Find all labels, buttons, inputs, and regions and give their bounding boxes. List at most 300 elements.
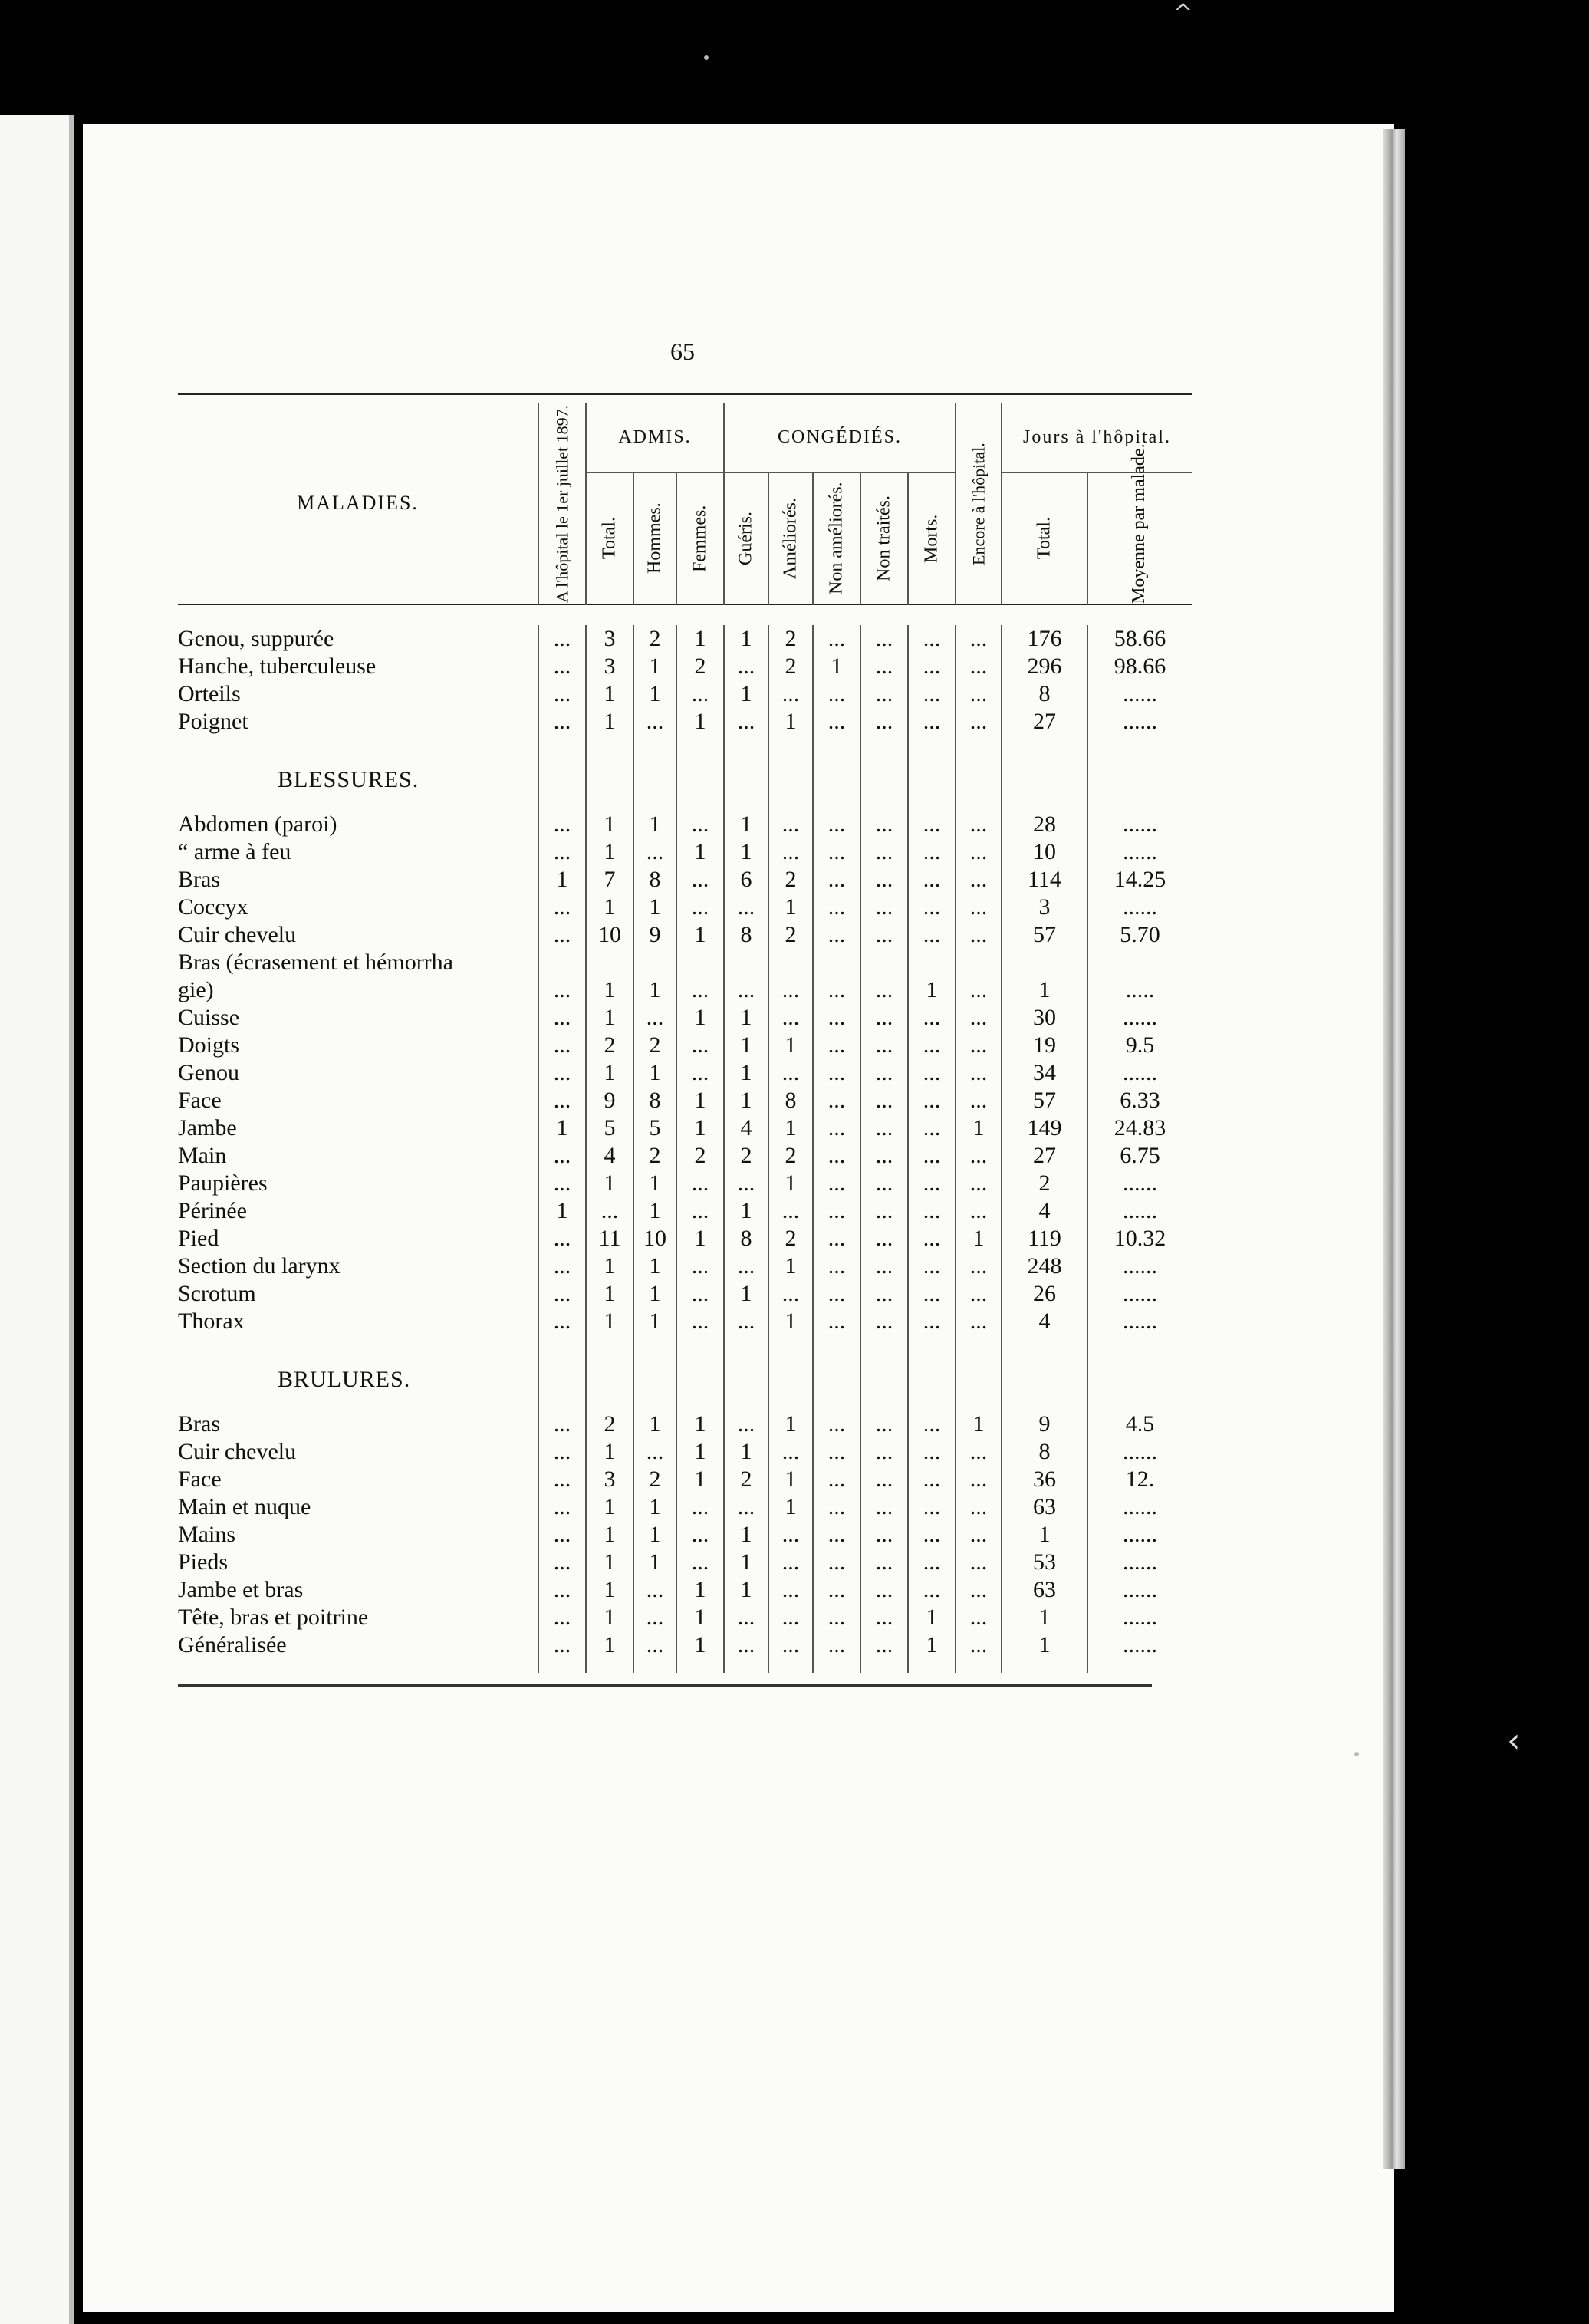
- table-row: [178, 1493, 1192, 1521]
- table-cell: 1: [586, 1549, 633, 1576]
- table-cell: ...: [908, 625, 956, 653]
- table-cell: ......: [1087, 1549, 1192, 1576]
- section-heading-row: [178, 749, 1192, 811]
- table-cell: ...: [676, 1197, 724, 1225]
- table-cell: ...: [956, 838, 1002, 866]
- table-cell: 5: [586, 1114, 633, 1142]
- table-cell: ...: [724, 653, 768, 680]
- table-cell: 27: [1002, 1142, 1087, 1170]
- table-cell: ......: [1087, 894, 1192, 921]
- table-cell: 34: [1002, 1059, 1087, 1087]
- row-label-text: Poignet: [178, 709, 248, 734]
- table-row: [178, 1087, 1192, 1114]
- table-cell: 57: [1002, 921, 1087, 949]
- table-cell: ...: [860, 1142, 908, 1170]
- table-cell: 2: [724, 1142, 768, 1170]
- table-cell: ...: [908, 1253, 956, 1280]
- table-cell: [908, 949, 956, 976]
- table-cell: 1: [1002, 976, 1087, 1004]
- table-cell: ...: [956, 1521, 1002, 1549]
- section-column-rule: [1087, 1349, 1192, 1411]
- row-label-text: Genou, suppurée: [178, 626, 334, 651]
- table-cell: ...: [860, 894, 908, 921]
- row-label: [178, 1604, 538, 1631]
- table-cell: [768, 949, 813, 976]
- table-cell: ...: [676, 1170, 724, 1197]
- previous-page-edge: [0, 115, 74, 2324]
- table-cell: ...: [676, 1521, 724, 1549]
- table-cell: 28: [1002, 811, 1087, 838]
- table-cell: ...: [538, 838, 586, 866]
- table-row: [178, 1549, 1192, 1576]
- table-cell: 9: [1002, 1411, 1087, 1438]
- table-cell: ......: [1087, 1631, 1192, 1659]
- table-cell: 63: [1002, 1493, 1087, 1521]
- table-row: [178, 1631, 1192, 1659]
- table-cell: ...: [860, 1087, 908, 1114]
- table-cell: 98.66: [1087, 653, 1192, 680]
- table-cell: ...: [908, 1225, 956, 1253]
- row-label-text: Face: [178, 1088, 222, 1113]
- header-moyenne: Moyenne par malade.: [1087, 472, 1192, 604]
- header-admis: ADMIS.: [586, 403, 724, 472]
- table-cell: ...: [538, 1493, 586, 1521]
- page-fold: [69, 115, 74, 2324]
- table-cell: ...: [956, 1170, 1002, 1197]
- table-cell: 57: [1002, 1087, 1087, 1114]
- table-cell: .....: [1087, 976, 1192, 1004]
- table-cell: 8: [633, 1087, 676, 1114]
- row-label-text: Généralisée: [178, 1632, 287, 1657]
- table-cell: 4: [724, 1114, 768, 1142]
- table-cell: 1: [538, 1114, 586, 1142]
- table-row: [178, 1576, 1192, 1604]
- section-column-rule: [908, 1349, 956, 1411]
- header-ameliores: Améliorés.: [768, 472, 813, 604]
- table-cell: ...: [813, 1253, 860, 1280]
- table-cell: ...: [538, 921, 586, 949]
- table-cell: ...: [538, 1032, 586, 1059]
- table-row: [178, 1604, 1192, 1631]
- row-label-text: Mains: [178, 1522, 235, 1547]
- row-label: [178, 1142, 538, 1170]
- table-row: [178, 976, 1192, 1004]
- table-cell: ...: [813, 976, 860, 1004]
- table-cell: 2: [633, 1142, 676, 1170]
- row-label: [178, 976, 538, 1004]
- table-cell: ...: [538, 976, 586, 1004]
- table-cell: ...: [956, 1549, 1002, 1576]
- table-cell: ...: [956, 1032, 1002, 1059]
- table-cell: ...: [813, 680, 860, 708]
- row-label: [178, 653, 538, 680]
- row-label: [178, 1087, 538, 1114]
- table-cell: ...: [908, 1059, 956, 1087]
- section-column-rule: [676, 1349, 724, 1411]
- table-cell: 1: [676, 838, 724, 866]
- table-cell: ...: [768, 1604, 813, 1631]
- table-cell: ...: [860, 680, 908, 708]
- table-cell: 2: [768, 625, 813, 653]
- table-cell: [538, 949, 586, 976]
- table-cell: ...: [956, 680, 1002, 708]
- table-cell: 1: [676, 1438, 724, 1466]
- section-column-rule: [724, 1349, 768, 1411]
- table-cell: 1: [724, 680, 768, 708]
- row-label: [178, 1576, 538, 1604]
- table-cell: 1: [586, 1631, 633, 1659]
- table-cell: ...: [538, 708, 586, 736]
- section-column-rule: [724, 749, 768, 811]
- table-cell: ...: [860, 1438, 908, 1466]
- table-cell: 1: [586, 976, 633, 1004]
- table-cell: ......: [1087, 811, 1192, 838]
- table-cell: ...: [633, 1631, 676, 1659]
- table-cell: ...: [813, 1466, 860, 1493]
- table-cell: ...: [586, 1197, 633, 1225]
- table-cell: 1: [586, 1576, 633, 1604]
- bottom-rule: [178, 1684, 1152, 1687]
- table-cell: ...: [768, 1631, 813, 1659]
- table-cell: ...: [538, 1604, 586, 1631]
- row-label-text: Cuisse: [178, 1005, 240, 1030]
- table-cell: ...: [956, 866, 1002, 894]
- top-rule: [178, 394, 1192, 403]
- row-label-text: Cuir chevelu: [178, 1439, 297, 1464]
- table-cell: 248: [1002, 1253, 1087, 1280]
- table-cell: ...: [813, 1411, 860, 1438]
- row-label: [178, 949, 538, 976]
- row-label: [178, 838, 538, 866]
- table-cell: 2: [676, 653, 724, 680]
- table-cell: 1: [633, 1059, 676, 1087]
- table-cell: ...: [768, 1549, 813, 1576]
- table-cell: 1: [724, 838, 768, 866]
- table-cell: ...: [676, 866, 724, 894]
- table-cell: ...: [676, 811, 724, 838]
- table-row: [178, 949, 1192, 976]
- header-jours: Jours à l'hôpital.: [1002, 403, 1192, 472]
- table-cell: 8: [633, 866, 676, 894]
- table-cell: 1: [724, 1059, 768, 1087]
- table-cell: 2: [724, 1466, 768, 1493]
- table-cell: ...: [908, 1142, 956, 1170]
- table-cell: 1: [724, 625, 768, 653]
- table-cell: ...: [860, 1308, 908, 1335]
- table-cell: ...: [956, 1059, 1002, 1087]
- table-cell: 1: [724, 1280, 768, 1308]
- table-cell: ...: [724, 1493, 768, 1521]
- table-cell: 1: [538, 866, 586, 894]
- table-cell: ...: [813, 1170, 860, 1197]
- table-cell: ...: [676, 680, 724, 708]
- table-cell: 1: [676, 1604, 724, 1631]
- table-cell: ...: [860, 708, 908, 736]
- section-column-rule: [633, 749, 676, 811]
- scan-mark: ‹: [1507, 1721, 1521, 1760]
- table-cell: ...: [676, 894, 724, 921]
- table-cell: 26: [1002, 1280, 1087, 1308]
- table-cell: 1: [586, 1253, 633, 1280]
- table-cell: 8: [1002, 680, 1087, 708]
- table-cell: ...: [633, 838, 676, 866]
- table-cell: ...: [908, 1521, 956, 1549]
- table-row: [178, 1280, 1192, 1308]
- table-row: [178, 894, 1192, 921]
- table-row: [178, 1004, 1192, 1032]
- table-cell: ...: [538, 1225, 586, 1253]
- section-column-rule: [860, 1349, 908, 1411]
- table-cell: 1: [724, 1521, 768, 1549]
- table-cell: 1: [586, 1308, 633, 1335]
- table-cell: ...: [908, 811, 956, 838]
- table-cell: ...: [860, 653, 908, 680]
- table-cell: ...: [860, 1059, 908, 1087]
- table-cell: 1: [676, 1411, 724, 1438]
- table-cell: ...: [860, 1411, 908, 1438]
- table-cell: ...: [633, 1604, 676, 1631]
- row-label-text: Coccyx: [178, 894, 248, 920]
- row-label: [178, 1253, 538, 1280]
- table-cell: 2: [768, 866, 813, 894]
- table-cell: ...: [956, 653, 1002, 680]
- table-cell: 1: [586, 894, 633, 921]
- table-cell: ...: [956, 1280, 1002, 1308]
- table-cell: ...: [813, 811, 860, 838]
- table-cell: ...: [860, 1493, 908, 1521]
- header-congedies: CONGÉDIÉS.: [724, 403, 956, 472]
- table-row: [178, 1438, 1192, 1466]
- table-cell: ...: [813, 1059, 860, 1087]
- table-cell: ...: [768, 1576, 813, 1604]
- header-hommes: Hommes.: [633, 472, 676, 604]
- table-cell: 8: [768, 1087, 813, 1114]
- table-cell: ...: [676, 1059, 724, 1087]
- table-cell: ...: [768, 1521, 813, 1549]
- table-cell: 1: [586, 680, 633, 708]
- header-non-traites: Non traités.: [860, 472, 908, 604]
- section-column-rule: [813, 749, 860, 811]
- table-cell: 1: [724, 811, 768, 838]
- row-label: [178, 1438, 538, 1466]
- table-cell: ...: [860, 1280, 908, 1308]
- table-cell: 1: [586, 1059, 633, 1087]
- table-cell: 1: [633, 1308, 676, 1335]
- table-row: [178, 1225, 1192, 1253]
- table-row: [178, 708, 1192, 736]
- table-cell: ...: [633, 1004, 676, 1032]
- header-a-l-hopital: A l'hôpital le 1er juillet 1897.: [538, 403, 586, 604]
- table-cell: ...: [676, 1549, 724, 1576]
- table-cell: 1: [724, 1576, 768, 1604]
- table-cell: ...: [813, 1521, 860, 1549]
- table-cell: 1: [633, 653, 676, 680]
- table-cell: ...: [813, 1604, 860, 1631]
- table-cell: 1: [676, 1466, 724, 1493]
- row-label-text: Jambe et bras: [178, 1577, 304, 1602]
- table-cell: 1: [633, 811, 676, 838]
- table-cell: ...: [956, 1142, 1002, 1170]
- dust-speck: [1354, 1752, 1359, 1756]
- row-label: [178, 894, 538, 921]
- header-morts: Morts.: [908, 472, 956, 604]
- table-row: [178, 1032, 1192, 1059]
- table-cell: ...: [813, 1631, 860, 1659]
- table-cell: 1: [538, 1197, 586, 1225]
- table-cell: 2: [586, 1032, 633, 1059]
- table-cell: ...: [956, 1466, 1002, 1493]
- table-cell: 1: [676, 1576, 724, 1604]
- table-cell: 9: [633, 921, 676, 949]
- table-cell: ...: [538, 811, 586, 838]
- row-label-text: Périnée: [178, 1198, 247, 1223]
- table-body: [178, 625, 1192, 1673]
- table-cell: 2: [768, 1142, 813, 1170]
- table-cell: ...: [860, 1253, 908, 1280]
- row-label: [178, 1032, 538, 1059]
- table-cell: 19: [1002, 1032, 1087, 1059]
- row-label: [178, 1059, 538, 1087]
- table-cell: 12.: [1087, 1466, 1192, 1493]
- section-spacer: [178, 736, 1192, 749]
- table-row: [178, 1308, 1192, 1335]
- table-row: [178, 1059, 1192, 1087]
- table-cell: ...: [860, 838, 908, 866]
- table-cell: 1: [768, 1308, 813, 1335]
- table-cell: 1: [1002, 1521, 1087, 1549]
- section-column-rule: [676, 749, 724, 811]
- table-cell: ...: [860, 1004, 908, 1032]
- table-cell: ......: [1087, 708, 1192, 736]
- table-cell: 1: [676, 1631, 724, 1659]
- header-maladies: MALADIES.: [297, 492, 419, 514]
- table-row: [178, 1197, 1192, 1225]
- header-non-ameliores: Non améliorés.: [813, 472, 860, 604]
- row-label-text: Pied: [178, 1226, 219, 1251]
- table-cell: 3: [1002, 894, 1087, 921]
- table-cell: ......: [1087, 1604, 1192, 1631]
- table-row: [178, 1142, 1192, 1170]
- table-cell: ...: [724, 1253, 768, 1280]
- table-cell: 1: [676, 1114, 724, 1142]
- table-cell: ...: [724, 1604, 768, 1631]
- table-cell: ...: [860, 976, 908, 1004]
- table-cell: ...: [813, 1004, 860, 1032]
- table-cell: ...: [813, 1114, 860, 1142]
- header-admis-total: Total.: [586, 472, 633, 604]
- row-label-text: Section du larynx: [178, 1253, 340, 1279]
- table-cell: ...: [538, 1521, 586, 1549]
- table-cell: 1: [1002, 1631, 1087, 1659]
- table-cell: ...: [813, 838, 860, 866]
- table-cell: ...: [860, 1576, 908, 1604]
- table-cell: 4: [1002, 1308, 1087, 1335]
- section-column-rule: [908, 749, 956, 811]
- section-column-rule: [633, 1349, 676, 1411]
- page-stack-edge: [1383, 129, 1405, 2169]
- table-cell: 1: [768, 894, 813, 921]
- table-cell: ...: [538, 1466, 586, 1493]
- section-column-rule: [586, 1349, 633, 1411]
- table-cell: 1: [586, 838, 633, 866]
- table-cell: [956, 949, 1002, 976]
- table-cell: 6.33: [1087, 1087, 1192, 1114]
- table-cell: 1: [768, 1170, 813, 1197]
- table-cell: 1: [586, 1170, 633, 1197]
- table-cell: ...: [908, 1032, 956, 1059]
- table-row: [178, 1466, 1192, 1493]
- table-cell: ...: [860, 1170, 908, 1197]
- section-column-rule: [860, 749, 908, 811]
- table-cell: ...: [676, 976, 724, 1004]
- table-cell: 1: [633, 1493, 676, 1521]
- table-cell: ...: [538, 1438, 586, 1466]
- row-label: [178, 680, 538, 708]
- table-cell: 27: [1002, 708, 1087, 736]
- table-cell: 114: [1002, 866, 1087, 894]
- table-cell: 119: [1002, 1225, 1087, 1253]
- table-cell: 6: [724, 866, 768, 894]
- table-cell: ......: [1087, 1280, 1192, 1308]
- table-cell: 1: [956, 1225, 1002, 1253]
- table-cell: ...: [956, 1197, 1002, 1225]
- table-cell: 1: [724, 1087, 768, 1114]
- table-cell: 3: [586, 653, 633, 680]
- row-label: [178, 1549, 538, 1576]
- table-cell: 58.66: [1087, 625, 1192, 653]
- table-row: [178, 625, 1192, 653]
- section-column-rule: [956, 749, 1002, 811]
- table-cell: ...: [724, 1308, 768, 1335]
- table-cell: ...: [813, 625, 860, 653]
- table-cell: [860, 949, 908, 976]
- table-row: [178, 680, 1192, 708]
- row-label: [178, 1225, 538, 1253]
- statistics-table: [178, 393, 1192, 1673]
- table-cell: ...: [908, 838, 956, 866]
- table-cell: ...: [956, 894, 1002, 921]
- table-cell: ...: [813, 1032, 860, 1059]
- table-cell: 24.83: [1087, 1114, 1192, 1142]
- section-column-rule: [956, 1349, 1002, 1411]
- table-cell: ...: [908, 866, 956, 894]
- table-cell: 1: [1002, 1604, 1087, 1631]
- row-label-text: Genou: [178, 1060, 239, 1085]
- table-cell: ...: [908, 653, 956, 680]
- table-cell: ...: [676, 1308, 724, 1335]
- section-column-rule: [538, 1349, 586, 1411]
- row-label-text: Scrotum: [178, 1281, 256, 1306]
- table-cell: ...: [956, 1308, 1002, 1335]
- table-cell: 1: [676, 1087, 724, 1114]
- table-cell: ...: [633, 708, 676, 736]
- row-label-text: Face: [178, 1466, 222, 1492]
- table-cell: ......: [1087, 1308, 1192, 1335]
- header-gueris: Guéris.: [724, 472, 768, 604]
- table-cell: ...: [860, 1549, 908, 1576]
- table-cell: 1: [768, 1032, 813, 1059]
- table-cell: ......: [1087, 1576, 1192, 1604]
- table-cell: 7: [586, 866, 633, 894]
- table-cell: 10.32: [1087, 1225, 1192, 1253]
- table-row: [178, 921, 1192, 949]
- table-cell: ......: [1087, 680, 1192, 708]
- table-cell: 1: [768, 1253, 813, 1280]
- section-column-rule: [1002, 749, 1087, 811]
- table-cell: ......: [1087, 1253, 1192, 1280]
- table-cell: ...: [724, 1631, 768, 1659]
- table-cell: ......: [1087, 1197, 1192, 1225]
